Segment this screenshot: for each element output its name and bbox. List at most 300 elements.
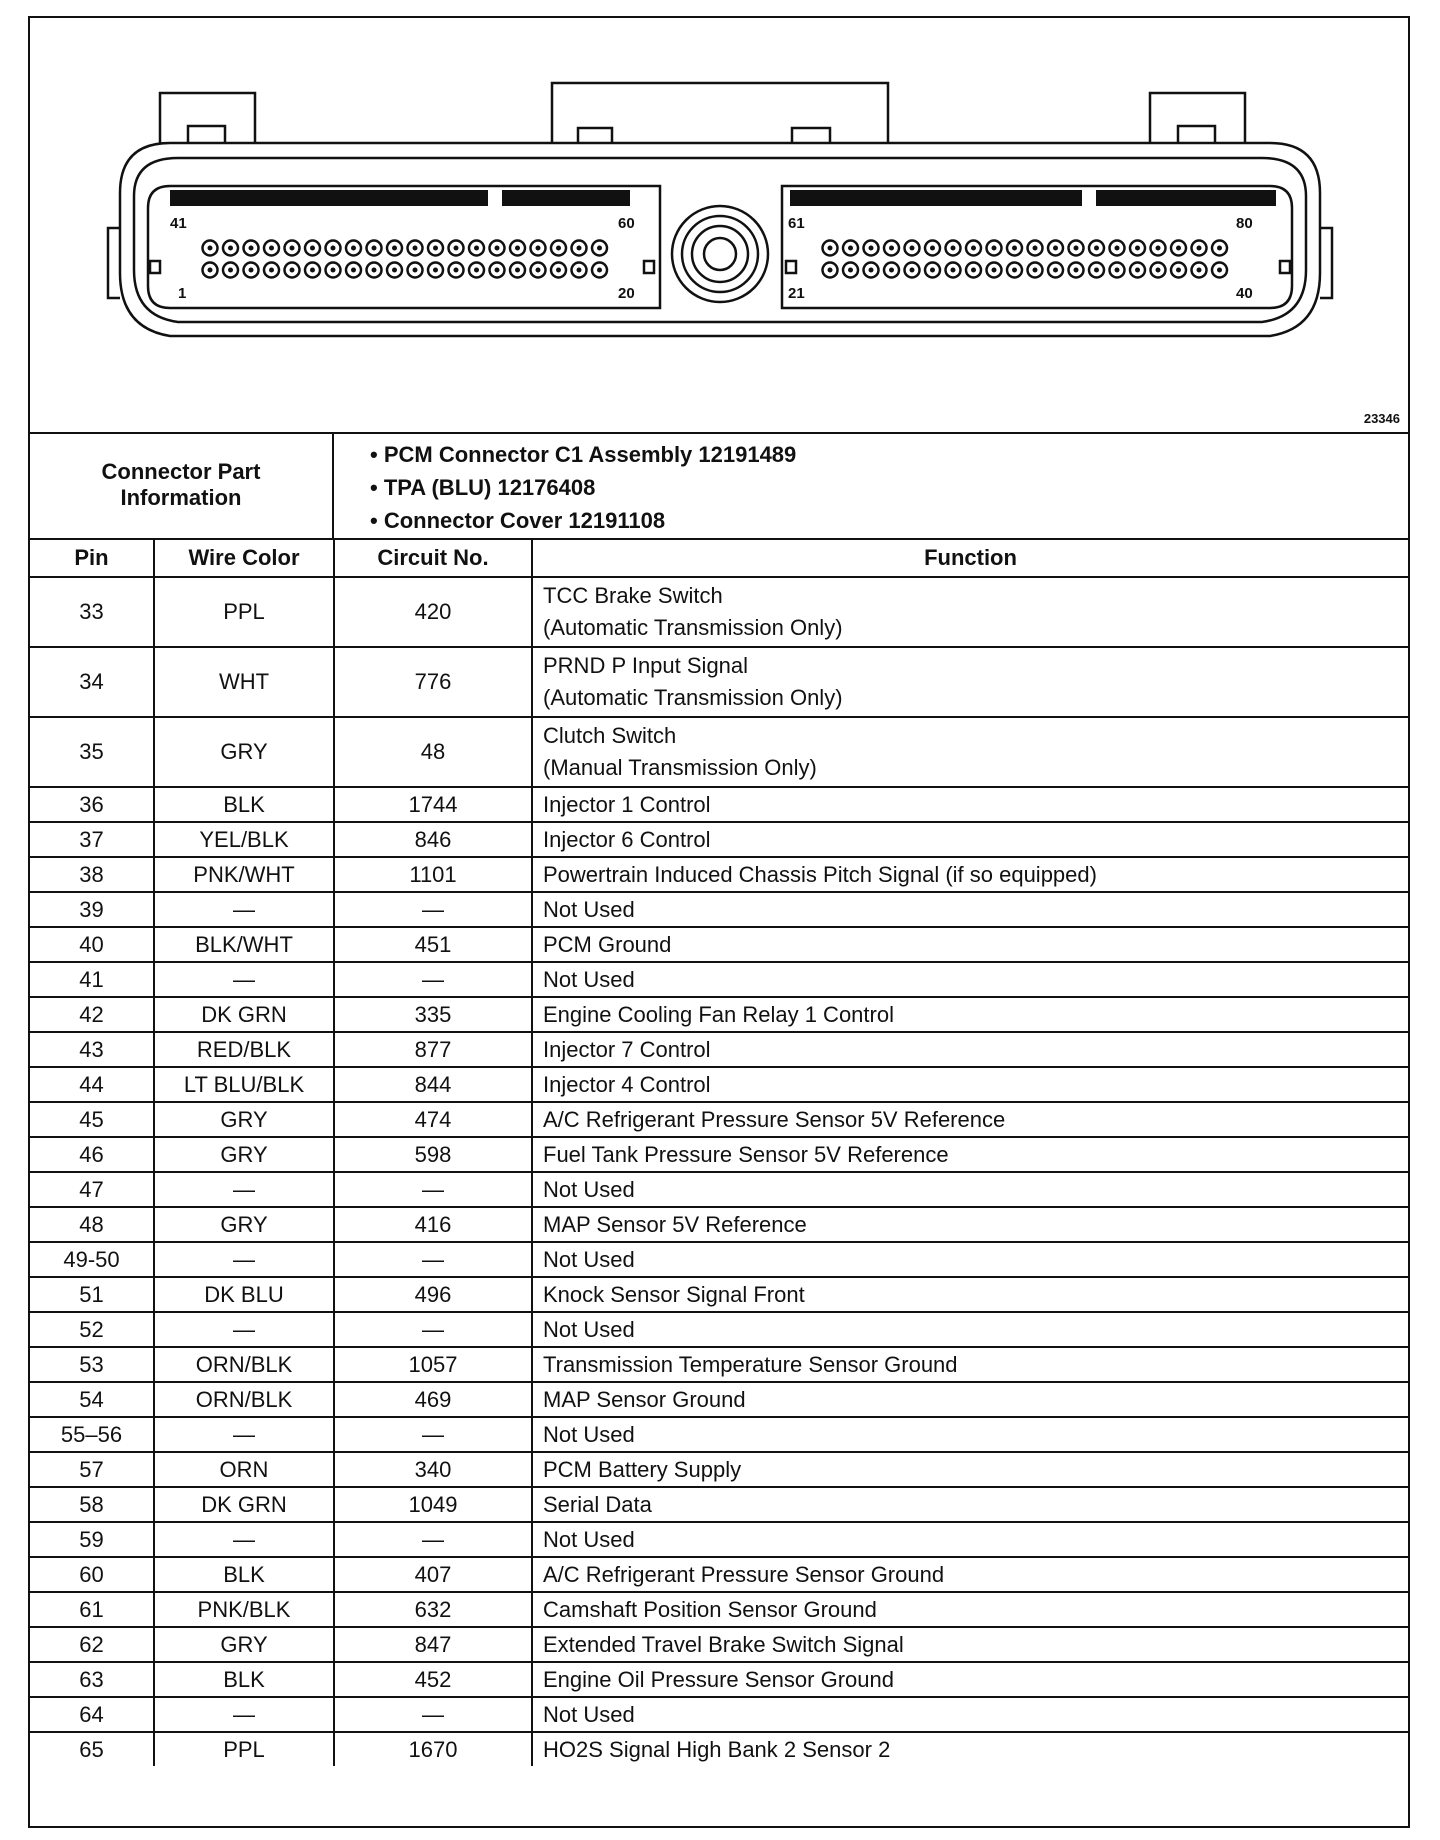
right-latch: [1150, 93, 1245, 143]
function-cell: [532, 647, 1408, 717]
function-text: Powertrain Induced Chassis Pitch Signal (if so equipped): [543, 861, 1097, 887]
pin-contact: [536, 246, 541, 251]
circuit-cell: 847: [334, 1627, 532, 1662]
function-cell: [532, 1522, 1408, 1557]
table-row: [30, 1592, 1408, 1627]
function-cell: [532, 997, 1408, 1032]
wire-color-cell: —: [154, 892, 334, 927]
pin-contact: [869, 268, 874, 273]
circuit-cell: 776: [334, 647, 532, 717]
pin-contact: [310, 268, 315, 273]
circuit-cell: 877: [334, 1032, 532, 1067]
pin-label-1: 1: [178, 285, 187, 302]
pin-cell: 55–56: [30, 1417, 154, 1452]
wire-color-cell: DK GRN: [154, 1487, 334, 1522]
function-note: (Manual Transmission Only): [543, 755, 817, 780]
wire-color-cell: GRY: [154, 1137, 334, 1172]
pin-cell: 64: [30, 1697, 154, 1732]
pin-contact: [1094, 246, 1099, 251]
table-row: [30, 1452, 1408, 1487]
circuit-cell: 416: [334, 1207, 532, 1242]
table-row: [30, 1732, 1408, 1766]
pin-contact: [454, 246, 459, 251]
pin-contact: [269, 268, 274, 273]
pin-contact: [828, 246, 833, 251]
function-text: Engine Oil Pressure Sensor Ground: [543, 1666, 894, 1692]
pin-cell: 34: [30, 647, 154, 717]
function-text: Not Used: [543, 896, 635, 922]
connector-info-item: • TPA (BLU) 12176408: [370, 475, 596, 500]
pin-cell: 37: [30, 822, 154, 857]
wire-color-cell: BLK: [154, 787, 334, 822]
table-row: [30, 1312, 1408, 1347]
pin-contact: [1156, 268, 1161, 273]
function-text: Knock Sensor Signal Front: [543, 1281, 805, 1307]
pin-cell: 59: [30, 1522, 154, 1557]
function-cell: [532, 1277, 1408, 1312]
pin-contact: [495, 268, 500, 273]
pin-contact: [951, 268, 956, 273]
pin-label-40: 40: [1236, 285, 1253, 302]
circuit-cell: 1057: [334, 1347, 532, 1382]
pin-cell: 61: [30, 1592, 154, 1627]
circuit-cell: 452: [334, 1662, 532, 1697]
circuit-cell: 474: [334, 1102, 532, 1137]
table-header-row: [30, 539, 1408, 577]
pin-contact: [351, 246, 356, 251]
function-cell: [532, 962, 1408, 997]
circuit-cell: 469: [334, 1382, 532, 1417]
circuit-cell: 420: [334, 577, 532, 647]
function-text: Transmission Temperature Sensor Ground: [543, 1351, 958, 1377]
pin-contact: [536, 268, 541, 273]
pin-contact: [290, 246, 295, 251]
circuit-cell: 340: [334, 1452, 532, 1487]
function-text: Injector 6 Control: [543, 826, 711, 852]
pin-contact: [930, 246, 935, 251]
function-text: TCC Brake Switch: [543, 583, 723, 608]
wire-color-cell: BLK: [154, 1557, 334, 1592]
circuit-cell: —: [334, 1522, 532, 1557]
wire-color-cell: —: [154, 1312, 334, 1347]
function-text: Serial Data: [543, 1491, 652, 1517]
circuit-cell: 407: [334, 1557, 532, 1592]
table-row: [30, 997, 1408, 1032]
pin-cell: 65: [30, 1732, 154, 1766]
table-row: [30, 1207, 1408, 1242]
pin-contact: [372, 268, 377, 273]
pin-contact: [992, 268, 997, 273]
pin-contact: [848, 246, 853, 251]
pin-cell: 51: [30, 1277, 154, 1312]
function-text: Clutch Switch: [543, 723, 677, 748]
circuit-cell: 1744: [334, 787, 532, 822]
pin-cavities: [203, 241, 1228, 278]
wire-color-cell: GRY: [154, 1627, 334, 1662]
pin-cell: 60: [30, 1557, 154, 1592]
function-cell: [532, 857, 1408, 892]
function-text: A/C Refrigerant Pressure Sensor 5V Reference: [543, 1106, 1006, 1132]
wire-color-cell: DK BLU: [154, 1277, 334, 1312]
pin-cell: 35: [30, 717, 154, 787]
pin-cell: 36: [30, 787, 154, 822]
circuit-cell: —: [334, 892, 532, 927]
connector-info-list: [370, 438, 796, 537]
pin-contact: [249, 246, 254, 251]
table-row: [30, 1347, 1408, 1382]
pin-contact: [1074, 246, 1079, 251]
pin-contact: [1197, 268, 1202, 273]
pin-contact: [1094, 268, 1099, 273]
function-cell: [532, 1032, 1408, 1067]
pin-contact: [351, 268, 356, 273]
circuit-cell: 632: [334, 1592, 532, 1627]
pin-contact: [971, 268, 976, 273]
drawing-number: 23346: [1363, 411, 1400, 426]
wire-color-cell: PPL: [154, 577, 334, 647]
function-cell: [532, 822, 1408, 857]
function-cell: [532, 1137, 1408, 1172]
table-row: [30, 1662, 1408, 1697]
wire-color-cell: YEL/BLK: [154, 822, 334, 857]
pin-contact: [556, 246, 561, 251]
connector-sheet: [28, 16, 1410, 1828]
pin-contact: [1115, 268, 1120, 273]
table-row: [30, 577, 1408, 647]
function-text: Injector 4 Control: [543, 1071, 711, 1097]
wire-color-cell: —: [154, 1242, 334, 1277]
pin-cell: 38: [30, 857, 154, 892]
function-text: HO2S Signal High Bank 2 Sensor 2: [543, 1736, 891, 1762]
pin-contact: [249, 268, 254, 273]
table-row: [30, 927, 1408, 962]
pin-contact: [1033, 246, 1038, 251]
function-cell: [532, 1207, 1408, 1242]
table-row: [30, 857, 1408, 892]
circuit-cell: —: [334, 962, 532, 997]
function-text: PCM Battery Supply: [543, 1456, 742, 1482]
table-row: [30, 962, 1408, 997]
pin-cell: 48: [30, 1207, 154, 1242]
table-row: [30, 1067, 1408, 1102]
wire-color-cell: —: [154, 1522, 334, 1557]
pin-cell: 49-50: [30, 1242, 154, 1277]
wire-color-cell: ORN/BLK: [154, 1347, 334, 1382]
left-latch: [160, 93, 255, 143]
pin-contact: [392, 246, 397, 251]
pin-cell: 53: [30, 1347, 154, 1382]
circuit-cell: 844: [334, 1067, 532, 1102]
pin-contact: [228, 246, 233, 251]
pin-contact: [889, 268, 894, 273]
function-cell: [532, 1312, 1408, 1347]
pin-cell: 44: [30, 1067, 154, 1102]
function-cell: [532, 1697, 1408, 1732]
function-text: Not Used: [543, 1176, 635, 1202]
pin-contact: [433, 246, 438, 251]
wire-color-cell: —: [154, 1697, 334, 1732]
function-cell: [532, 1417, 1408, 1452]
wire-color-cell: —: [154, 962, 334, 997]
pin-label-60: 60: [618, 215, 635, 232]
table-row: [30, 1032, 1408, 1067]
function-text: Engine Cooling Fan Relay 1 Control: [543, 1001, 894, 1027]
pin-contact: [208, 246, 213, 251]
pin-contact: [848, 268, 853, 273]
table-row: [30, 1102, 1408, 1137]
pin-contact: [474, 246, 479, 251]
function-note: (Automatic Transmission Only): [543, 685, 843, 710]
function-text: PCM Ground: [543, 931, 672, 957]
function-cell: [532, 1067, 1408, 1102]
function-text: Not Used: [543, 1246, 635, 1272]
header-circuit: Circuit No.: [334, 539, 532, 577]
pin-cell: 47: [30, 1172, 154, 1207]
pin-contact: [1012, 246, 1017, 251]
pin-contact: [869, 246, 874, 251]
table-row: [30, 1697, 1408, 1732]
connector-info-label: [30, 432, 334, 538]
header-wire-color: Wire Color: [154, 539, 334, 577]
circuit-cell: 335: [334, 997, 532, 1032]
wire-color-cell: ORN/BLK: [154, 1382, 334, 1417]
connector-info-label-text: Connector Part Information: [101, 459, 261, 510]
pin-contact: [556, 268, 561, 273]
pin-label-41: 41: [170, 215, 187, 232]
pin-cell: 46: [30, 1137, 154, 1172]
pin-label-21: 21: [788, 285, 805, 302]
table-row: [30, 892, 1408, 927]
pin-contact: [1115, 246, 1120, 251]
table-row: [30, 1172, 1408, 1207]
pin-contact: [1135, 246, 1140, 251]
pin-contact: [951, 246, 956, 251]
pin-cell: 45: [30, 1102, 154, 1137]
function-cell: [532, 1627, 1408, 1662]
function-text: MAP Sensor Ground: [543, 1386, 746, 1412]
function-cell: [532, 892, 1408, 927]
circuit-cell: —: [334, 1172, 532, 1207]
pin-cell: 41: [30, 962, 154, 997]
pin-contact: [828, 268, 833, 273]
pin-contact: [992, 246, 997, 251]
wire-color-cell: BLK/WHT: [154, 927, 334, 962]
wire-color-cell: GRY: [154, 1207, 334, 1242]
pin-contact: [392, 268, 397, 273]
function-cell: [532, 1452, 1408, 1487]
wire-color-cell: WHT: [154, 647, 334, 717]
table-row: [30, 787, 1408, 822]
function-cell: [532, 1172, 1408, 1207]
wire-color-cell: PNK/WHT: [154, 857, 334, 892]
table-row: [30, 647, 1408, 717]
circuit-cell: —: [334, 1312, 532, 1347]
pin-contact: [910, 268, 915, 273]
table-row: [30, 1137, 1408, 1172]
pin-cell: 42: [30, 997, 154, 1032]
connector-info-item: • Connector Cover 12191108: [370, 508, 666, 533]
connector-info-item: • PCM Connector C1 Assembly 12191489: [370, 442, 797, 467]
pin-contact: [372, 246, 377, 251]
wire-color-cell: DK GRN: [154, 997, 334, 1032]
wire-color-cell: RED/BLK: [154, 1032, 334, 1067]
function-note: (Automatic Transmission Only): [543, 615, 843, 640]
center-latch: [552, 83, 888, 143]
left-seal-bar: [170, 190, 488, 206]
wire-color-cell: —: [154, 1172, 334, 1207]
wire-color-cell: PNK/BLK: [154, 1592, 334, 1627]
function-text: Not Used: [543, 1701, 635, 1727]
pin-cell: 39: [30, 892, 154, 927]
wire-color-cell: PPL: [154, 1732, 334, 1766]
pcm-connector-drawing: [30, 18, 1408, 432]
pin-contact: [971, 246, 976, 251]
circuit-cell: 451: [334, 927, 532, 962]
pin-contact: [515, 268, 520, 273]
circuit-cell: 598: [334, 1137, 532, 1172]
circuit-cell: 1049: [334, 1487, 532, 1522]
pin-contact: [228, 268, 233, 273]
circuit-cell: 496: [334, 1277, 532, 1312]
function-cell: [532, 1382, 1408, 1417]
connector-diagram: [30, 18, 1408, 434]
pin-contact: [331, 268, 336, 273]
header-function: Function: [532, 539, 1408, 577]
pin-contact: [413, 268, 418, 273]
pin-contact: [597, 246, 602, 251]
pin-contact: [577, 268, 582, 273]
wire-color-cell: ORN: [154, 1452, 334, 1487]
table-row: [30, 717, 1408, 787]
function-cell: [532, 1347, 1408, 1382]
pin-contact: [1033, 268, 1038, 273]
circuit-cell: 846: [334, 822, 532, 857]
pin-label-61: 61: [788, 215, 805, 232]
pin-cell: 43: [30, 1032, 154, 1067]
function-cell: [532, 1102, 1408, 1137]
pin-contact: [1156, 246, 1161, 251]
pin-contact: [1135, 268, 1140, 273]
circuit-cell: 1670: [334, 1732, 532, 1766]
pin-contact: [515, 246, 520, 251]
pin-contact: [1217, 246, 1222, 251]
function-text: Not Used: [543, 1526, 635, 1552]
pin-contact: [577, 246, 582, 251]
wire-color-cell: GRY: [154, 1102, 334, 1137]
circuit-cell: 48: [334, 717, 532, 787]
pin-contact: [1176, 246, 1181, 251]
wire-color-cell: BLK: [154, 1662, 334, 1697]
pin-contact: [1053, 246, 1058, 251]
pin-contact: [1217, 268, 1222, 273]
pin-contact: [269, 246, 274, 251]
pin-contact: [331, 246, 336, 251]
circuit-cell: —: [334, 1417, 532, 1452]
pin-contact: [1012, 268, 1017, 273]
circuit-cell: —: [334, 1697, 532, 1732]
table-row: [30, 1417, 1408, 1452]
pin-contact: [208, 268, 213, 273]
table-row: [30, 1277, 1408, 1312]
circuit-cell: —: [334, 1242, 532, 1277]
pin-cell: 52: [30, 1312, 154, 1347]
function-text: PRND P Input Signal: [543, 653, 749, 678]
table-row: [30, 1627, 1408, 1662]
header-pin: Pin: [30, 539, 154, 577]
table-row: [30, 1557, 1408, 1592]
pin-contact: [1176, 268, 1181, 273]
function-text: A/C Refrigerant Pressure Sensor Ground: [543, 1561, 945, 1587]
function-cell: [532, 927, 1408, 962]
function-text: Injector 7 Control: [543, 1036, 711, 1062]
function-cell: [532, 1732, 1408, 1766]
pin-label-20: 20: [618, 285, 635, 302]
pin-cell: 54: [30, 1382, 154, 1417]
pin-contact: [413, 246, 418, 251]
pin-contact: [433, 268, 438, 273]
pin-contact: [310, 246, 315, 251]
function-cell: [532, 717, 1408, 787]
function-text: Extended Travel Brake Switch Signal: [543, 1631, 904, 1657]
function-text: Camshaft Position Sensor Ground: [543, 1596, 877, 1622]
table-row: [30, 1382, 1408, 1417]
function-text: Not Used: [543, 966, 635, 992]
jack-screw: [672, 206, 768, 302]
circuit-cell: 1101: [334, 857, 532, 892]
function-cell: [532, 1592, 1408, 1627]
function-text: Fuel Tank Pressure Sensor 5V Reference: [543, 1141, 949, 1167]
table-row: [30, 1522, 1408, 1557]
function-cell: [532, 1557, 1408, 1592]
function-cell: [532, 1487, 1408, 1522]
pin-contact: [930, 268, 935, 273]
pin-cell: 62: [30, 1627, 154, 1662]
pin-contact: [454, 268, 459, 273]
pin-contact: [1053, 268, 1058, 273]
function-cell: [532, 1242, 1408, 1277]
pin-contact: [889, 246, 894, 251]
pin-contact: [474, 268, 479, 273]
pinout-table: [30, 538, 1408, 1766]
pin-contact: [597, 268, 602, 273]
pin-label-80: 80: [1236, 215, 1253, 232]
function-cell: [532, 577, 1408, 647]
pin-contact: [495, 246, 500, 251]
wire-color-cell: —: [154, 1417, 334, 1452]
connector-part-information: [30, 432, 1408, 540]
table-row: [30, 1487, 1408, 1522]
pin-contact: [290, 268, 295, 273]
pin-contact: [1197, 246, 1202, 251]
pin-cell: 63: [30, 1662, 154, 1697]
function-text: Injector 1 Control: [543, 791, 711, 817]
right-seal-bar: [790, 190, 1082, 206]
wire-color-cell: GRY: [154, 717, 334, 787]
function-text: Not Used: [543, 1316, 635, 1342]
pin-cell: 57: [30, 1452, 154, 1487]
pin-cell: 40: [30, 927, 154, 962]
pin-cell: 33: [30, 577, 154, 647]
table-row: [30, 822, 1408, 857]
wire-color-cell: LT BLU/BLK: [154, 1067, 334, 1102]
function-cell: [532, 787, 1408, 822]
function-text: MAP Sensor 5V Reference: [543, 1211, 807, 1237]
function-text: Not Used: [543, 1421, 635, 1447]
pin-cell: 58: [30, 1487, 154, 1522]
function-cell: [532, 1662, 1408, 1697]
pin-contact: [1074, 268, 1079, 273]
pin-contact: [910, 246, 915, 251]
